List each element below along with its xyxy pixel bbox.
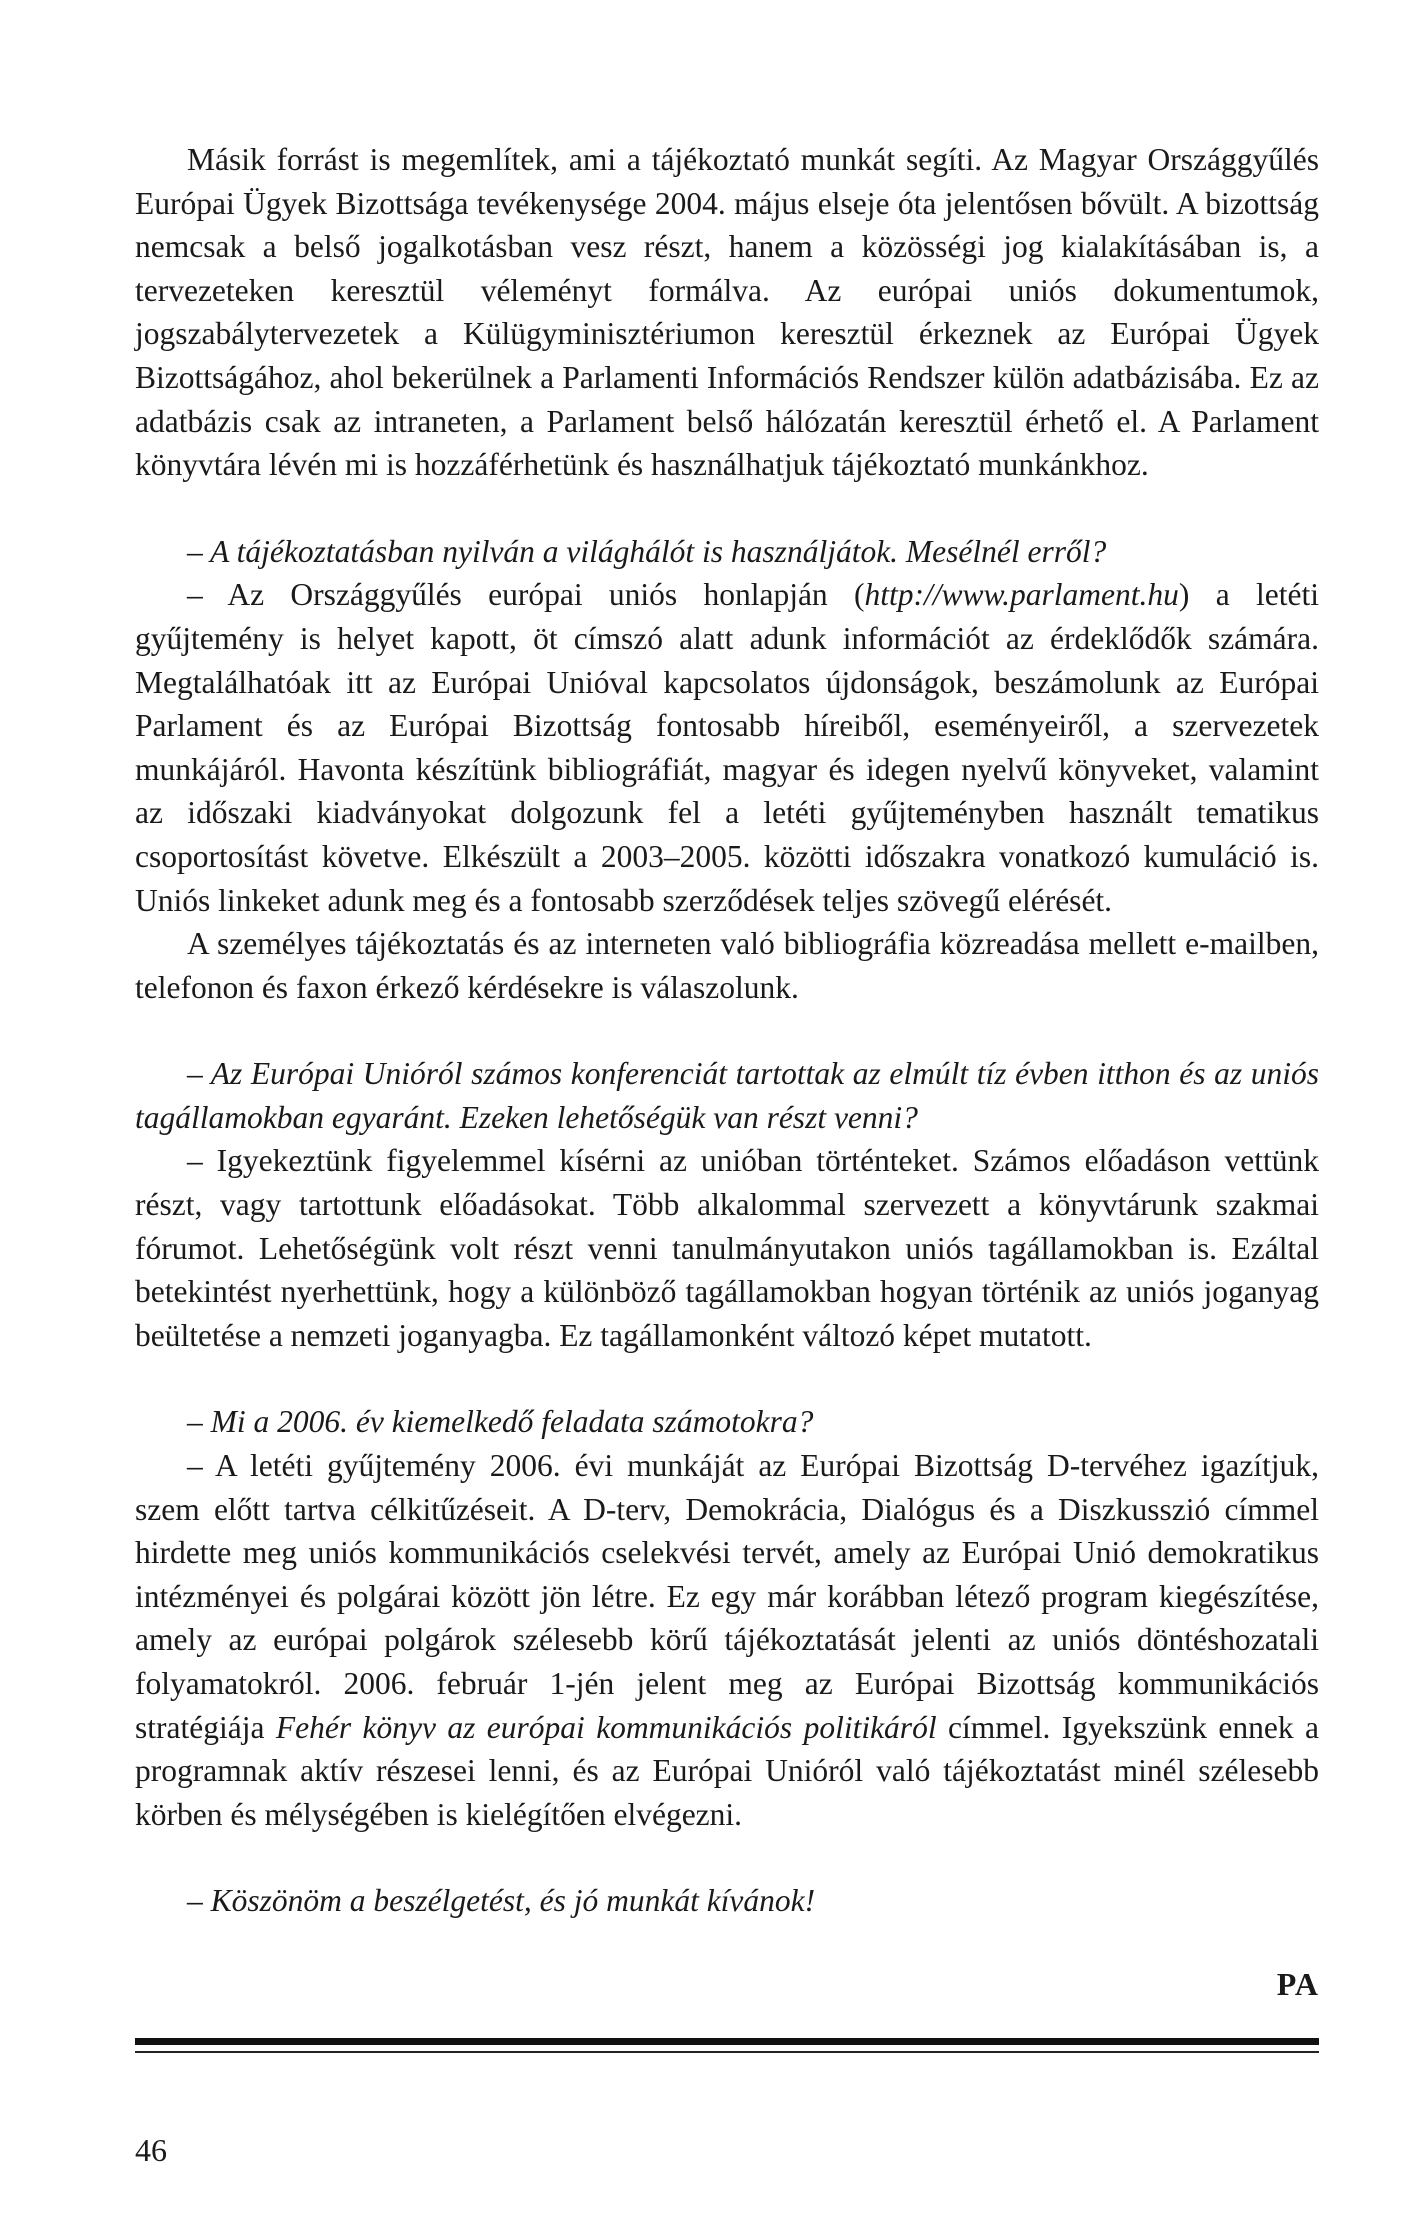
footer-rule-thin [135, 2051, 1319, 2053]
answer-internet-rest: ) a letéti gyűjtemény is helyet kapott, öt címszó alatt adunk információt az érdeklődők számára. Megtalálhatóak itt az Európai Unióval kapcsolatos újdonságok, beszámolunk az Európai Parlament és az Európai Bizottság fontosabb híreiből, eseményeiről, a szervezetek munkájáról. Havonta készítünk bibliográfiát, magyar és idegen nyelvű könyveket, valamint az időszaki kiadványokat dolgozunk fel a letéti gyűjteményben használt tematikus csoportosítást követve. Elkészült a 2003–2005. közötti időszakra vonatkozó kumuláció is. Uniós linkeket adunk meg és a fontosabb szerződések teljes szövegű elérését. [135, 577, 1319, 918]
footer-rule-thick [135, 2038, 1319, 2045]
paragraph-intro: Másik forrást is megemlítek, ami a tájékoztató munkát segíti. Az Magyar Országgyűlés Európai Ügyek Bizottsága tevékenysége 2004. május elseje óta jelentősen bővült. A bizottság nemcsak a belső jogalkotásban vesz részt, hanem a közösségi jog kialakításában is, a tervezeteken keresztül véleményt formálva. Az európai uniós dokumentumok, jogszabálytervezetek a Külügyminisztériumon keresztül érkeznek az Európai Ügyek Bizottságához, ahol bekerülnek a Parlamenti Információs Rendszer külön adatbázisába. Ez az adatbázis csak az intraneten, a Parlament belső hálózatán keresztül érhető el. A Parlament könyvtára lévén mi is hozzáférhetünk és használhatjuk tájékoztató munkánkhoz. [135, 142, 1319, 483]
white-paper-title: Fehér könyv az európai kommunikációs politikáról [275, 1709, 937, 1745]
answer-internet-continued: A személyes tájékoztatás és az interneten való bibliográfia közreadása mellett e-mailben, telefonon és faxon érkező kérdésekre is válaszolunk. [135, 926, 1319, 1005]
answer-conferences: – Igyekeztünk figyelemmel kísérni az unióban történteket. Számos előadáson vettünk részt, vagy tartottunk előadásokat. Több alkalommal szervezett a könyvtárunk szakmai fórumot. Lehetőségünk volt részt venni tanulmányutakon uniós tagállamokban is. Ezáltal betekintést nyerhettünk, hogy a különböző tagállamokban hogyan történik az uniós joganyag beültetése a nemzeti joganyagba. Ez tagállamonként változó képet mutatott. [135, 1143, 1319, 1353]
answer-internet [135, 573, 1319, 922]
closing-remark: – Köszönöm a beszélgetést, és jó munkát kívánok! [187, 1883, 816, 1919]
answer-internet-start: – Az Országgyűlés európai uniós honlapján ( [187, 577, 865, 613]
answer-2006-start: – A letéti gyűjtemény 2006. évi munkáját az Európai Bizottság D-tervéhez igazítjuk, szem előtt tartva célkitűzéseit. A D-terv, Demokrácia, Dialógus és a Diszkusszió címmel hirdette meg uniós kommunikációs cselekvési tervét, amely az Európai Unió demokratikus intézményei és polgárai között jön létre. Ez egy már korábban létező program kiegészítése, amely az európai polgárok szélesebb körű tájékoztatását jelenti az uniós döntéshozatali folyamatokról. 2006. február 1-jén jelent meg az Európai Bizottság kommunikációs stratégiája [135, 1448, 1319, 1745]
question-internet: – A tájékoztatásban nyilván a világhálót is használjátok. Mesélnél erről? [187, 533, 1107, 569]
question-2006: – Mi a 2006. év kiemelkedő feladata számotokra? [187, 1404, 814, 1440]
answer-2006 [135, 1444, 1319, 1836]
answer-2006-rest: címmel. Igyekszünk ennek a programnak aktív részesei lenni, és az Európai Unióról való tájékoztatást minél szélesebb körben és mélységében is kielégítően elvégezni. [135, 1709, 1320, 1832]
article-body [135, 138, 1319, 1923]
parliament-url-link[interactable]: http://www.parlament.hu [864, 577, 1179, 613]
question-conferences: – Az Európai Unióról számos konferenciát tartottak az elmúlt tíz évben itthon és az uniós tagállamokban egyaránt. Ezeken lehetőségük van részt venni? [135, 1056, 1319, 1135]
author-signature: PA [1276, 1966, 1319, 2002]
page-number: 46 [135, 2132, 167, 2168]
